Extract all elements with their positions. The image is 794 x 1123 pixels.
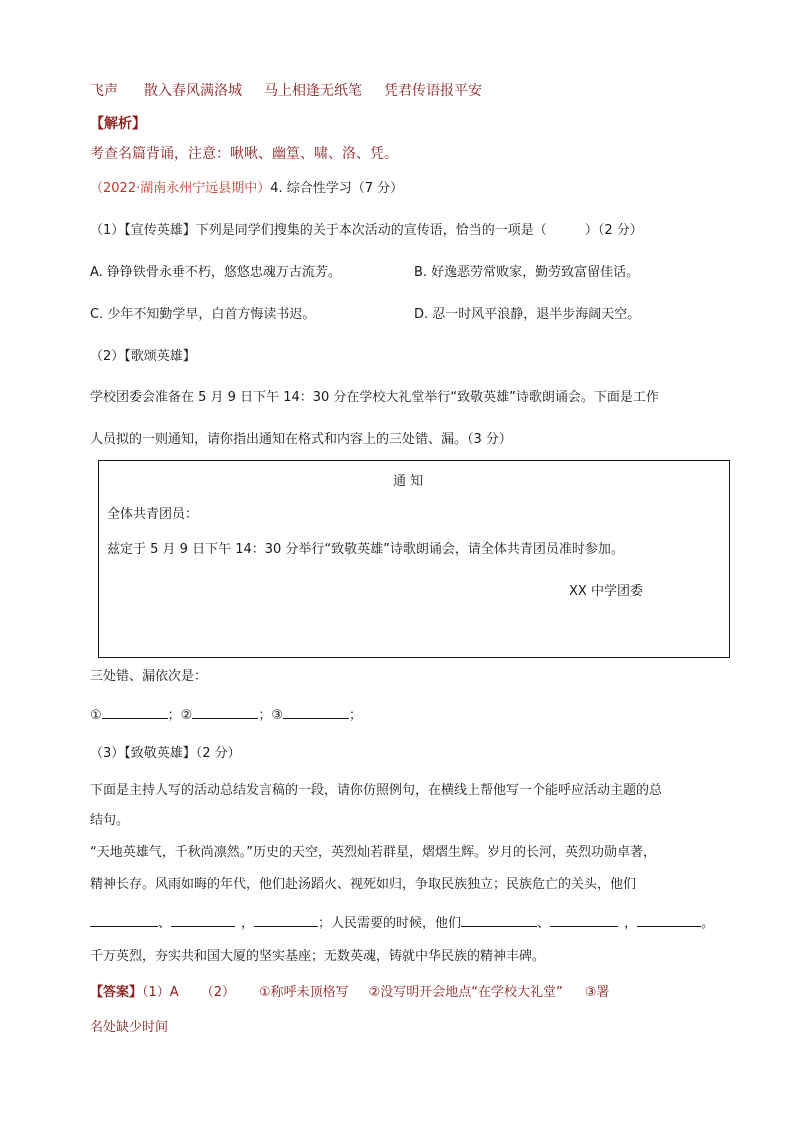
passage-blank-5[interactable] bbox=[550, 912, 618, 927]
answer-blank-1[interactable] bbox=[102, 704, 168, 719]
poem-line-2: 马上相逢无纸笔 bbox=[264, 83, 362, 99]
poem-line-1: 散入春风满洛城 bbox=[144, 83, 242, 99]
answer-line-2: 名处缺少时间 bbox=[90, 1020, 169, 1035]
passage-line-2: 精神长存。风雨如晦的年代，他们赴汤蹈火、视死如归，争取民族独立；民族危亡的关头，他们 bbox=[90, 877, 637, 892]
notice-signature: XX 中学团委 bbox=[569, 584, 643, 599]
errors-answer-line: ① ；② ；③ ； bbox=[90, 704, 362, 725]
part3-heading: （3）【致敬英雄】（2 分） bbox=[90, 746, 241, 761]
part3-instruction-2: 结句。 bbox=[90, 813, 130, 828]
answer-blank-2[interactable] bbox=[192, 704, 258, 719]
passage-blanks-line: 、 ， ；人民需要的时候，他们 、 ， 。 bbox=[90, 912, 714, 933]
analysis-text: 考查名篇背诵，注意：啾啾、幽篁、啸、洛、凭。 bbox=[90, 146, 398, 162]
poem-word-1: 飞声 bbox=[90, 83, 118, 99]
option-c: C. 少年不知勤学早，白首方悔读书迟。 bbox=[90, 307, 316, 322]
answer-blank-3[interactable] bbox=[283, 704, 349, 719]
notice-title: 通 知 bbox=[393, 474, 424, 489]
passage-blank-1[interactable] bbox=[90, 912, 158, 927]
poem-answer-line bbox=[90, 82, 482, 100]
passage-blank-3[interactable] bbox=[254, 912, 318, 927]
part2-heading: （2）【歌颂英雄】 bbox=[90, 349, 196, 364]
part3-instruction-1: 下面是主持人写的活动总结发言稿的一段，请你仿照例句，在横线上帮他写一个能呼应活动主题的总 bbox=[90, 783, 663, 798]
notice-body: 兹定于 5 月 9 日下午 14：30 分举行“致敬英雄”诗歌朗诵会，请全体共青团员准时参加。 bbox=[107, 542, 624, 557]
answer-label: 【答案】 bbox=[90, 985, 143, 1000]
errors-label: 三处错、漏依次是： bbox=[90, 669, 208, 684]
analysis-label: 【解析】 bbox=[90, 116, 146, 132]
notice-addressee: 全体共青团员： bbox=[107, 507, 199, 522]
notice-box bbox=[98, 460, 730, 658]
part2-paragraph-1: 学校团委会准备在 5 月 9 日下午 14：30 分在学校大礼堂举行“致敬英雄”诗歌朗诵会。下面是工作 bbox=[90, 390, 659, 405]
question-title: 4. 综合性学习（7 分） bbox=[270, 181, 404, 196]
passage-blank-4[interactable] bbox=[461, 912, 537, 927]
part2-paragraph-2: 人员拟的一则通知，请你指出通知在格式和内容上的三处错、漏。（3 分） bbox=[90, 432, 512, 447]
option-d: D. 忍一时风平浪静，退半步海阔天空。 bbox=[414, 307, 641, 322]
passage-blank-6[interactable] bbox=[637, 912, 701, 927]
part1-tag: 【宣传英雄】 bbox=[124, 223, 196, 238]
passage-line-1: “天地英雄气，千秋尚凛然。”历史的天空，英烈灿若群星，熠熠生辉。岁月的长河，英烈功勋卓著， bbox=[90, 845, 656, 860]
passage-blank-2[interactable] bbox=[171, 912, 235, 927]
option-b: B. 好逸恶劳常败家，勤劳致富留佳话。 bbox=[414, 265, 640, 280]
question-source: （2022·湖南永州宁远县期中） bbox=[90, 181, 271, 196]
passage-line-4: 千万英烈，夯实共和国大厦的坚实基座；无数英魂，铸就中华民族的精神丰碑。 bbox=[90, 949, 546, 964]
question-4-header bbox=[90, 180, 403, 198]
poem-line-3: 凭君传语报平安 bbox=[384, 83, 482, 99]
answer-line: 【答案】（1）A （2） ①称呼未顶格写 ②没写明开会地点“在学校大礼堂” ③署 bbox=[90, 985, 610, 1000]
option-a: A. 铮铮铁骨永垂不朽，悠悠忠魂万古流芳。 bbox=[90, 265, 341, 280]
part1-stem: （1）【宣传英雄】下列是同学们搜集的关于本次活动的宣传语，恰当的一项是（ ）（2 分） bbox=[90, 223, 643, 238]
